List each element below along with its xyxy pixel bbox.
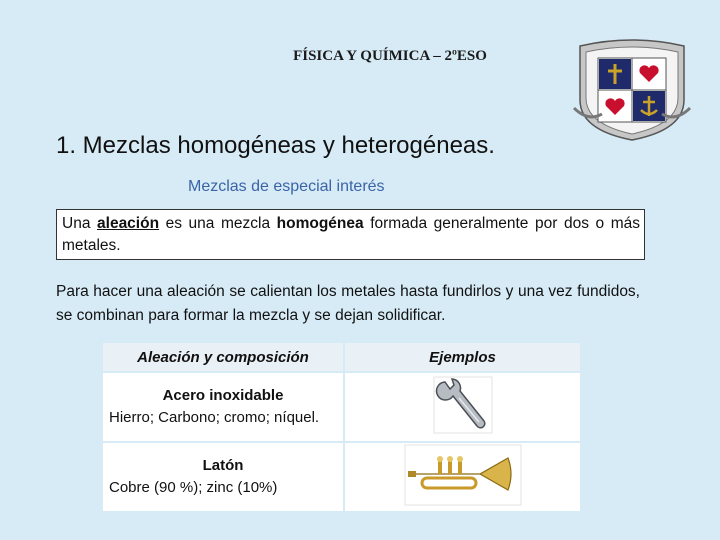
header-composition: Aleación y composición (102, 342, 344, 372)
definition-bold: homogénea (276, 215, 364, 232)
trumpet-icon (404, 444, 522, 506)
table-row (102, 442, 581, 512)
example-cell (344, 372, 581, 442)
table-row (102, 372, 581, 442)
explanation-paragraph: Para hacer una aleación se calientan los metales hasta fundirlos y una vez fundidos, se combinan para formar la mezcla y se dejan solidificar. (56, 283, 640, 324)
course-title: FÍSICA Y QUÍMICA – 2ºESO (293, 48, 487, 64)
alloy-cell (102, 372, 344, 442)
header-examples: Ejemplos (344, 342, 581, 372)
alloy-name: Acero inoxidable (162, 387, 284, 404)
alloys-table (101, 341, 582, 513)
school-crest-logo (572, 38, 692, 142)
main-title: 1. Mezclas homogéneas y heterogéneas. (56, 132, 495, 159)
alloy-composition: Cobre (90 %); zinc (10%) (109, 479, 278, 496)
alloy-cell (102, 442, 344, 512)
alloy-name: Latón (202, 457, 244, 474)
definition-box (56, 209, 645, 260)
subtitle: Mezclas de especial interés (188, 178, 385, 195)
alloy-composition: Hierro; Carbono; cromo; níquel. (109, 409, 320, 426)
definition-term: aleación (97, 215, 160, 232)
example-cell (344, 442, 581, 512)
wrench-icon (433, 376, 493, 434)
definition-text-1: Una (62, 215, 98, 232)
table-header-row (102, 342, 581, 372)
definition-text-2: es una mezcla (159, 215, 277, 232)
definition-text-3: formada generalmente por dos o más metales. (62, 215, 640, 254)
